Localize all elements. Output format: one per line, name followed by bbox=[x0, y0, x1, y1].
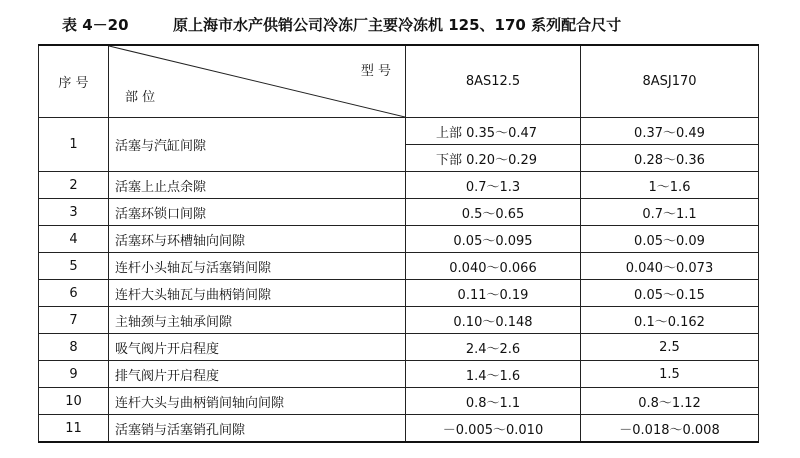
fit-dimensions-table bbox=[38, 44, 759, 443]
row-part: 连杆小头轴瓦与活塞销间隙 bbox=[109, 253, 406, 280]
row-value-a: 0.10～0.148 bbox=[406, 307, 581, 334]
header-part: 部 位 bbox=[125, 90, 156, 105]
row-seq: 2 bbox=[39, 172, 109, 199]
row-value-a: 上部 0.35～0.47 bbox=[406, 118, 581, 145]
row-seq: 7 bbox=[39, 307, 109, 334]
table-row bbox=[39, 388, 759, 415]
row-value-b: 0.1～0.162 bbox=[581, 307, 759, 334]
row-value-a: 1.4～1.6 bbox=[406, 361, 581, 388]
row-value-b: －0.018～0.008 bbox=[581, 415, 759, 443]
diagonal-line bbox=[109, 46, 405, 117]
row-seq: 6 bbox=[39, 280, 109, 307]
row-part: 活塞上止点余隙 bbox=[109, 172, 406, 199]
row-value-a: 0.05～0.095 bbox=[406, 226, 581, 253]
table-row bbox=[39, 253, 759, 280]
row-value-a: 0.5～0.65 bbox=[406, 199, 581, 226]
row-value-b: 0.37～0.49 bbox=[581, 118, 759, 145]
header-col-b: 8ASJ170 bbox=[581, 45, 759, 118]
row-part: 连杆大头轴瓦与曲柄销间隙 bbox=[109, 280, 406, 307]
row-value-a: 下部 0.20～0.29 bbox=[406, 145, 581, 172]
row-value-b: 0.040～0.073 bbox=[581, 253, 759, 280]
row-part: 连杆大头与曲柄销间轴向间隙 bbox=[109, 388, 406, 415]
table-row bbox=[39, 172, 759, 199]
row-part: 活塞环锁口间隙 bbox=[109, 199, 406, 226]
row-value-b: 0.05～0.09 bbox=[581, 226, 759, 253]
row-value-b: 0.28～0.36 bbox=[581, 145, 759, 172]
row-value-b: 0.05～0.15 bbox=[581, 280, 759, 307]
row-value-a: 0.7～1.3 bbox=[406, 172, 581, 199]
row-seq: 10 bbox=[39, 388, 109, 415]
header-model: 型 号 bbox=[360, 64, 391, 79]
table-row bbox=[39, 226, 759, 253]
table-row bbox=[39, 307, 759, 334]
row-part: 活塞环与环槽轴向间隙 bbox=[109, 226, 406, 253]
table-number: 表 4－20 bbox=[62, 16, 129, 34]
row-seq: 9 bbox=[39, 361, 109, 388]
table-row bbox=[39, 361, 759, 388]
table-row bbox=[39, 199, 759, 226]
row-part: 排气阀片开启程度 bbox=[109, 361, 406, 388]
row-part: 吸气阀片开启程度 bbox=[109, 334, 406, 361]
table-row bbox=[39, 280, 759, 307]
row-seq: 8 bbox=[39, 334, 109, 361]
header-seq: 序 号 bbox=[39, 45, 109, 118]
header-diagonal-cell bbox=[109, 45, 406, 118]
row-value-a: 0.8～1.1 bbox=[406, 388, 581, 415]
header-col-a: 8AS12.5 bbox=[406, 45, 581, 118]
row-value-a: －0.005～0.010 bbox=[406, 415, 581, 443]
table-row bbox=[39, 415, 759, 443]
row-value-b: 0.7～1.1 bbox=[581, 199, 759, 226]
row-part: 活塞销与活塞销孔间隙 bbox=[109, 415, 406, 443]
row-value-a: 2.4～2.6 bbox=[406, 334, 581, 361]
row-part: 主轴颈与主轴承间隙 bbox=[109, 307, 406, 334]
table-title bbox=[62, 14, 762, 38]
table-caption: 原上海市水产供销公司冷冻厂主要冷冻机 125、170 系列配合尺寸 bbox=[173, 16, 622, 34]
table-row bbox=[39, 118, 759, 145]
row-seq: 3 bbox=[39, 199, 109, 226]
row-value-b: 2.5 bbox=[581, 334, 759, 361]
row-seq: 1 bbox=[39, 118, 109, 172]
row-seq: 5 bbox=[39, 253, 109, 280]
row-part: 活塞与汽缸间隙 bbox=[109, 118, 406, 172]
row-seq: 11 bbox=[39, 415, 109, 443]
row-value-b: 1～1.6 bbox=[581, 172, 759, 199]
row-seq: 4 bbox=[39, 226, 109, 253]
row-value-a: 0.040～0.066 bbox=[406, 253, 581, 280]
row-value-a: 0.11～0.19 bbox=[406, 280, 581, 307]
header-row bbox=[39, 45, 759, 118]
table-row bbox=[39, 334, 759, 361]
row-value-b: 1.5 bbox=[581, 361, 759, 388]
row-value-b: 0.8～1.12 bbox=[581, 388, 759, 415]
